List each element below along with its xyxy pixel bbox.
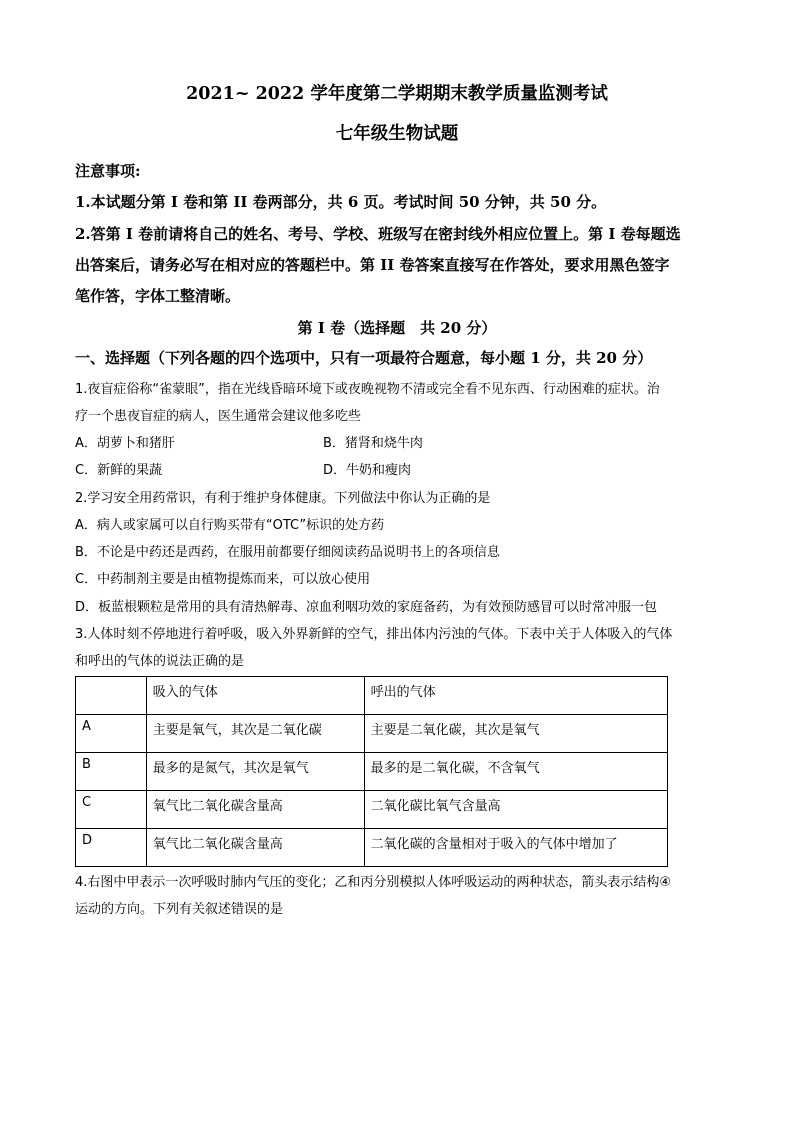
q2-option-c: C．中药制剂主要是由植物提炼而来，可以放心使用 <box>75 572 371 587</box>
table-header-cell: 吸入的气体 <box>146 677 364 715</box>
q1-stem-line-1: 1.夜盲症俗称“雀蒙眼”，指在光线昏暗环境下或夜晚视物不清或完全看不见东西、行动困难的症状。治 <box>75 382 660 397</box>
table-cell: 主要是氧气，其次是二氧化碳 <box>146 715 364 753</box>
q3-stem-line-2: 和呼出的气体的说法正确的是 <box>75 654 245 669</box>
q2-option-d: D．板蓝根颗粒是常用的具有清热解毒、凉血利咽功效的家庭备药，为有效预防感冒可以时常冲服一包 <box>75 600 658 615</box>
q2-stem: 2.学习安全用药常识，有利于维护身体健康。下列做法中你认为正确的是 <box>75 491 491 506</box>
table-cell: 二氧化碳比氧气含量高 <box>364 791 667 829</box>
notice-heading: 注意事项: <box>75 162 141 180</box>
table-cell: 二氧化碳的含量相对于吸入的气体中增加了 <box>364 829 667 867</box>
table-cell: 最多的是二氧化碳，不含氧气 <box>364 753 667 791</box>
q1-option-a: A．胡萝卜和猪肝 <box>75 436 175 451</box>
exam-subtitle: 七年级生物试题 <box>335 124 459 144</box>
table-row <box>76 715 668 753</box>
q4-stem-line-1: 4.右图中甲表示一次呼吸时肺内气压的变化；乙和丙分别模拟人体呼吸运动的两种状态，箭头表示结构④ <box>75 875 672 890</box>
table-row <box>76 791 668 829</box>
notice-item-2-line-2: 出答案后，请务必写在相对应的答题栏中。第 II 卷答案直接写在作答处，要求用黑色签字 <box>75 256 670 274</box>
table-cell: 氧气比二氧化碳含量高 <box>146 791 364 829</box>
table-cell: 最多的是氮气，其次是氧气 <box>146 753 364 791</box>
q4-stem-line-2: 运动的方向。下列有关叙述错误的是 <box>75 902 284 917</box>
q1-option-b: B．猪肾和烧牛肉 <box>323 436 423 451</box>
gas-comparison-table <box>75 676 668 867</box>
table-cell: B <box>76 753 147 791</box>
q1-option-c: C．新鲜的果蔬 <box>75 463 163 478</box>
table-cell: 氧气比二氧化碳含量高 <box>146 829 364 867</box>
q3-stem-line-1: 3.人体时刻不停地进行着呼吸，吸入外界新鲜的空气，排出体内污浊的气体。下表中关于人体吸入的气体 <box>75 627 673 642</box>
q2-option-a: A．病人或家属可以自行购买带有“OTC”标识的处方药 <box>75 518 385 533</box>
table-row <box>76 829 668 867</box>
q1-stem-line-2: 疗一个患夜盲症的病人，医生通常会建议他多吃些 <box>75 409 362 424</box>
section-heading: 一、选择题（下列各题的四个选项中，只有一项最符合题意，每小题 1 分，共 20 分） <box>75 349 653 367</box>
part1-heading: 第 I 卷（选择题 共 20 分） <box>297 319 497 337</box>
table-cell: A <box>76 715 147 753</box>
table-header-row <box>76 677 668 715</box>
table-header-cell <box>76 677 147 715</box>
q1-option-d: D．牛奶和瘦肉 <box>323 463 412 478</box>
notice-item-2-line-3: 笔作答，字体工整清晰。 <box>75 287 241 305</box>
table-cell: C <box>76 791 147 829</box>
q2-option-b: B．不论是中药还是西药，在服用前都要仔细阅读药品说明书上的各项信息 <box>75 545 500 560</box>
table-cell: D <box>76 829 147 867</box>
q1-option-row-1 <box>75 432 175 451</box>
table-row <box>76 753 668 791</box>
exam-title: 2021~ 2022 学年度第二学期期末教学质量监测考试 <box>186 84 608 104</box>
table-header-cell: 呼出的气体 <box>364 677 667 715</box>
notice-item-2-line-1: 2.答第 I 卷前请将自己的姓名、考号、学校、班级写在密封线外相应位置上。第 I 卷每题选 <box>75 225 681 243</box>
notice-item-1: 1.本试题分第 I 卷和第 II 卷两部分，共 6 页。考试时间 50 分钟，共 50 分。 <box>75 193 607 211</box>
table-cell: 主要是二氧化碳，其次是氧气 <box>364 715 667 753</box>
